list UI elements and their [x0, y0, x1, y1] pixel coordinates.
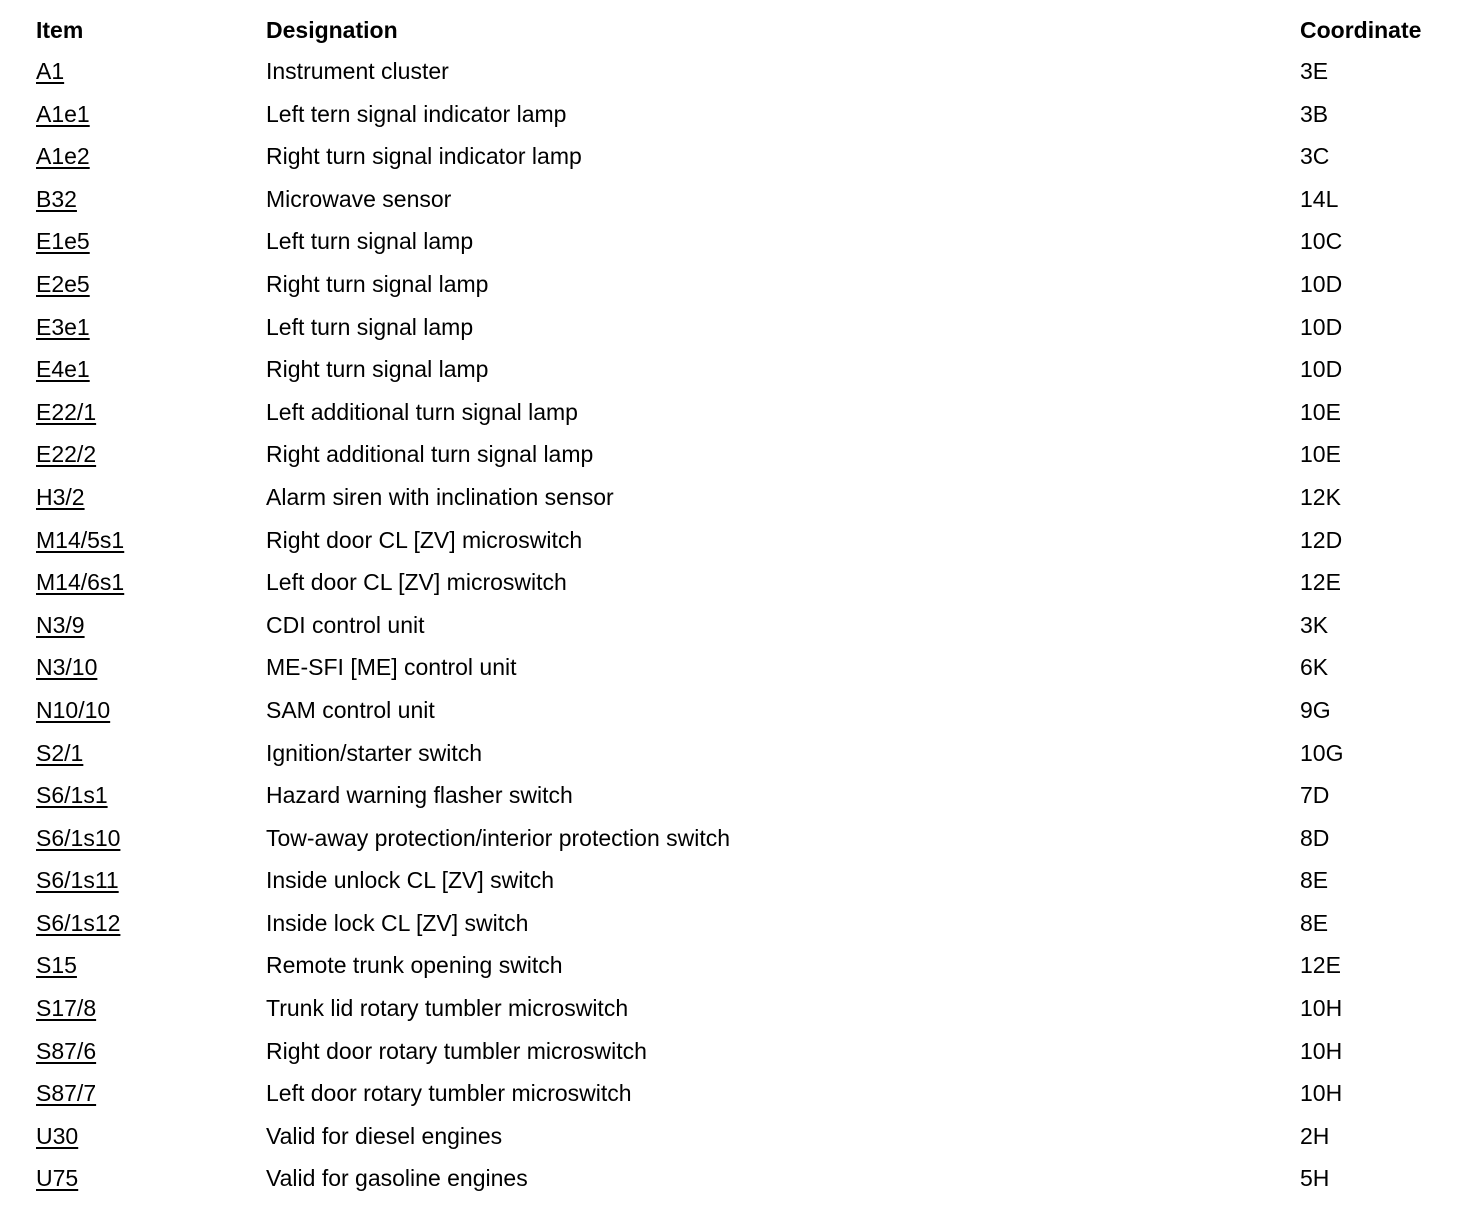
item-link[interactable]: N3/10 [36, 654, 98, 681]
item-link[interactable]: E2e5 [36, 270, 90, 297]
item-cell [36, 306, 90, 349]
coordinate-cell: 3C [1300, 143, 1330, 170]
designation-cell: Trunk lid rotary tumbler microswitch [266, 995, 629, 1022]
table-row [0, 306, 1472, 349]
item-link[interactable]: N3/9 [36, 611, 85, 638]
coordinate-cell: 8D [1300, 824, 1330, 851]
item-link[interactable]: N10/10 [36, 696, 111, 723]
designation-cell: Left turn signal lamp [266, 313, 474, 340]
item-link[interactable]: E22/2 [36, 441, 97, 468]
column-header-designation: Designation [266, 17, 398, 43]
coordinate-cell: 8E [1300, 867, 1329, 894]
item-link[interactable]: E22/1 [36, 398, 97, 425]
item-cell [36, 732, 83, 775]
table-row [0, 391, 1472, 434]
column-header-item: Item [36, 17, 84, 43]
table-header-row [0, 10, 1472, 50]
item-cell [36, 348, 90, 391]
designation-cell: Right additional turn signal lamp [266, 441, 594, 468]
item-cell [36, 178, 77, 221]
item-cell [36, 1157, 78, 1200]
table-row [0, 178, 1472, 221]
designation-cell: Left door CL [ZV] microswitch [266, 569, 567, 596]
coordinate-cell: 2H [1300, 1122, 1330, 1149]
designation-cell: Alarm siren with inclination sensor [266, 483, 614, 510]
coordinate-cell: 10H [1300, 1080, 1343, 1107]
designation-cell: Right turn signal lamp [266, 356, 489, 383]
item-link[interactable]: S6/1s12 [36, 909, 121, 936]
table-row [0, 1030, 1472, 1073]
designation-cell: Tow-away protection/interior protection switch [266, 824, 731, 851]
coordinate-cell: 12D [1300, 526, 1343, 553]
designation-cell: Left door rotary tumbler microswitch [266, 1080, 632, 1107]
table-row [0, 944, 1472, 987]
designation-cell: Right turn signal lamp [266, 270, 489, 297]
item-cell [36, 604, 85, 647]
column-header-coordinate: Coordinate [1300, 17, 1422, 43]
item-link[interactable]: A1 [36, 58, 65, 84]
designation-cell: SAM control unit [266, 696, 435, 723]
item-link[interactable]: H3/2 [36, 483, 85, 510]
table-row [0, 817, 1472, 860]
designation-cell: Valid for gasoline engines [266, 1165, 528, 1192]
table-row [0, 50, 1472, 93]
item-cell [36, 50, 64, 93]
table-row [0, 519, 1472, 562]
table-row [0, 220, 1472, 263]
coordinate-cell: 7D [1300, 782, 1330, 809]
coordinate-cell: 14L [1300, 185, 1339, 212]
item-link[interactable]: A1e2 [36, 143, 90, 170]
item-link[interactable]: U75 [36, 1165, 79, 1192]
item-link[interactable]: E1e5 [36, 228, 90, 255]
item-link[interactable]: S15 [36, 952, 77, 979]
designation-cell: ME-SFI [ME] control unit [266, 654, 517, 681]
table-row [0, 1072, 1472, 1115]
table-row [0, 263, 1472, 306]
item-cell [36, 433, 96, 476]
table-row [0, 987, 1472, 1030]
item-cell [36, 476, 85, 519]
item-cell [36, 220, 90, 263]
item-cell [36, 391, 96, 434]
item-link[interactable]: E3e1 [36, 313, 90, 340]
coordinate-cell: 10G [1300, 739, 1344, 766]
item-cell [36, 859, 119, 902]
designation-cell: Microwave sensor [266, 185, 452, 212]
item-cell [36, 263, 90, 306]
coordinate-cell: 12E [1300, 952, 1341, 979]
item-cell [36, 1030, 96, 1073]
designation-cell: CDI control unit [266, 611, 425, 638]
item-cell [36, 689, 110, 732]
coordinate-cell: 6K [1300, 654, 1329, 681]
designation-cell: Instrument cluster [266, 58, 449, 84]
designation-cell: Remote trunk opening switch [266, 952, 563, 979]
coordinate-cell: 10E [1300, 441, 1341, 468]
coordinate-cell: 3B [1300, 100, 1329, 127]
table-row [0, 433, 1472, 476]
table-row [0, 689, 1472, 732]
coordinate-cell: 10D [1300, 356, 1343, 383]
item-link[interactable]: U30 [36, 1122, 79, 1149]
item-cell [36, 135, 90, 178]
table-row [0, 859, 1472, 902]
table-row [0, 561, 1472, 604]
table-row [0, 902, 1472, 945]
coordinate-cell: 9G [1300, 696, 1331, 723]
coordinate-cell: 3K [1300, 611, 1329, 638]
designation-cell: Left tern signal indicator lamp [266, 100, 567, 127]
table-row [0, 732, 1472, 775]
table-row [0, 135, 1472, 178]
item-cell [36, 646, 97, 689]
item-link[interactable]: B32 [36, 185, 77, 212]
designation-cell: Left additional turn signal lamp [266, 398, 578, 425]
item-cell [36, 987, 96, 1030]
designation-cell: Inside lock CL [ZV] switch [266, 909, 529, 936]
item-link[interactable]: S6/1s1 [36, 782, 108, 809]
coordinate-cell: 10E [1300, 398, 1341, 425]
coordinate-cell: 10C [1300, 228, 1343, 255]
item-link[interactable]: S6/1s11 [36, 867, 119, 894]
item-cell [36, 519, 124, 562]
coordinate-cell: 10D [1300, 270, 1343, 297]
table-row [0, 476, 1472, 519]
item-cell [36, 561, 124, 604]
item-link[interactable]: S87/6 [36, 1037, 97, 1064]
coordinate-cell: 10D [1300, 313, 1343, 340]
item-link[interactable]: S6/1s10 [36, 824, 121, 851]
table-row [0, 604, 1472, 647]
coordinate-cell: 10H [1300, 995, 1343, 1022]
item-cell [36, 1115, 78, 1158]
table-row [0, 93, 1472, 136]
designation-cell: Right door rotary tumbler microswitch [266, 1037, 647, 1064]
designation-cell: Ignition/starter switch [266, 739, 483, 766]
item-cell [36, 944, 77, 987]
item-link[interactable]: M14/6s1 [36, 569, 125, 596]
coordinate-cell: 10H [1300, 1037, 1343, 1064]
item-link[interactable]: S17/8 [36, 995, 97, 1022]
designation-cell: Right turn signal indicator lamp [266, 143, 582, 170]
item-link[interactable]: E4e1 [36, 356, 90, 383]
table-row [0, 646, 1472, 689]
designation-cell: Inside unlock CL [ZV] switch [266, 867, 555, 894]
item-cell [36, 817, 120, 860]
table-row [0, 1157, 1472, 1200]
designation-cell: Valid for diesel engines [266, 1122, 503, 1149]
table-body [0, 50, 1472, 1200]
coordinate-cell: 5H [1300, 1165, 1330, 1192]
table-row [0, 1115, 1472, 1158]
item-cell [36, 1072, 96, 1115]
designation-cell: Right door CL [ZV] microswitch [266, 526, 583, 553]
coordinate-cell: 8E [1300, 909, 1329, 936]
item-link[interactable]: S87/7 [36, 1080, 97, 1107]
item-cell [36, 93, 90, 136]
coordinate-cell: 12K [1300, 483, 1341, 510]
coordinate-cell: 3E [1300, 58, 1329, 84]
item-cell [36, 774, 108, 817]
item-link[interactable]: S2/1 [36, 739, 84, 766]
item-cell [36, 902, 120, 945]
item-link[interactable]: M14/5s1 [36, 526, 125, 553]
designation-cell: Left turn signal lamp [266, 228, 474, 255]
table-row [0, 348, 1472, 391]
table-row [0, 774, 1472, 817]
coordinate-cell: 12E [1300, 569, 1341, 596]
item-link[interactable]: A1e1 [36, 100, 90, 127]
designation-cell: Hazard warning flasher switch [266, 782, 573, 809]
